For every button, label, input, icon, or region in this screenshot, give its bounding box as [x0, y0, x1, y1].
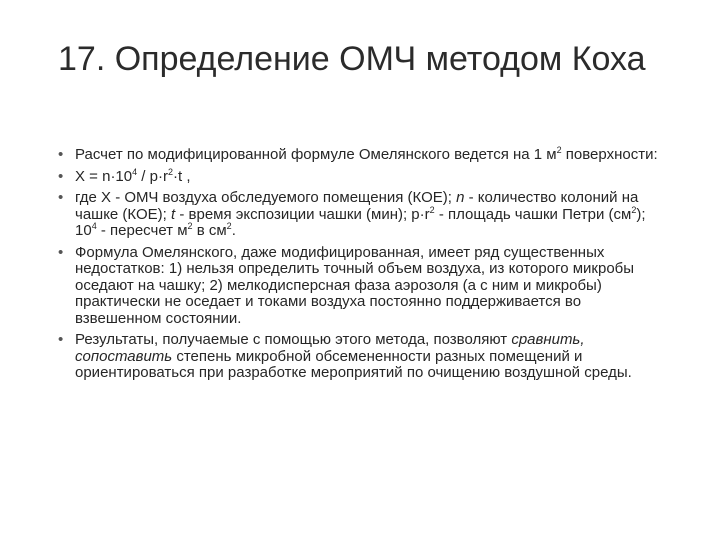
formula-text: / p·r	[137, 167, 168, 185]
formula-text: Х = n·10	[75, 167, 133, 185]
bullet-text: где Х - ОМЧ воздуха обследуемого помещения (КОЕ);	[75, 189, 457, 206]
superscript: 2	[631, 204, 637, 215]
bullet-text: Результаты, получаемые с помощью этого метода, позволяют	[75, 331, 512, 348]
superscript: 2	[556, 145, 562, 155]
superscript: 2	[167, 166, 173, 177]
superscript: 4	[132, 166, 138, 177]
bullet-text: степень микробной обсемененности разных помещений и ориентироваться при разработке мероприятий по очищению воздушной среды.	[75, 347, 632, 381]
bullet-item	[58, 166, 668, 186]
bullet-item	[58, 332, 668, 382]
bullet-text: - время экспозиции чашки (мин); p·r	[175, 205, 430, 223]
formula-text: ·t ,	[173, 167, 191, 185]
bullet-text: Расчет по модифицированной формуле Омелянского ведется на 1 м	[75, 146, 557, 163]
superscript: 2	[429, 204, 435, 215]
bullet-list	[58, 147, 668, 387]
bullet-text: - количество колоний на чашке (КОЕ);	[75, 189, 639, 223]
bullet-text: - площадь чашки Петри (см	[434, 205, 632, 223]
superscript: 2	[226, 221, 232, 231]
bullet-text: - пересчет м	[96, 222, 188, 239]
bullet-item	[58, 245, 668, 328]
bullet-text: в см	[192, 222, 227, 239]
bullet-item	[58, 190, 668, 240]
superscript: 2	[187, 221, 193, 231]
superscript: 4	[91, 221, 97, 231]
bullet-text: ); 10	[75, 205, 646, 239]
emphasis-text: сравнить, сопоставить	[75, 331, 585, 365]
bullet-text: Формула Омелянского, даже модифицированная, имеет ряд существенных недостатков: 1) нельзя определить точный объем воздуха, из которого микробы оседают на чашку; 2) мелкодисперсная фаза аэрозоля (а с ним и микробы) практически не оседает и токами воздуха постоянно поддерживается во взвешенном состоянии.	[75, 243, 635, 327]
bullet-text: .	[231, 222, 236, 239]
slide-title: 17. Определение ОМЧ методом Коха	[58, 40, 646, 78]
bullet-item	[58, 147, 668, 164]
bullet-text: поверхности:	[561, 146, 658, 163]
variable-t: t	[171, 205, 176, 223]
variable-n: n	[456, 189, 465, 206]
